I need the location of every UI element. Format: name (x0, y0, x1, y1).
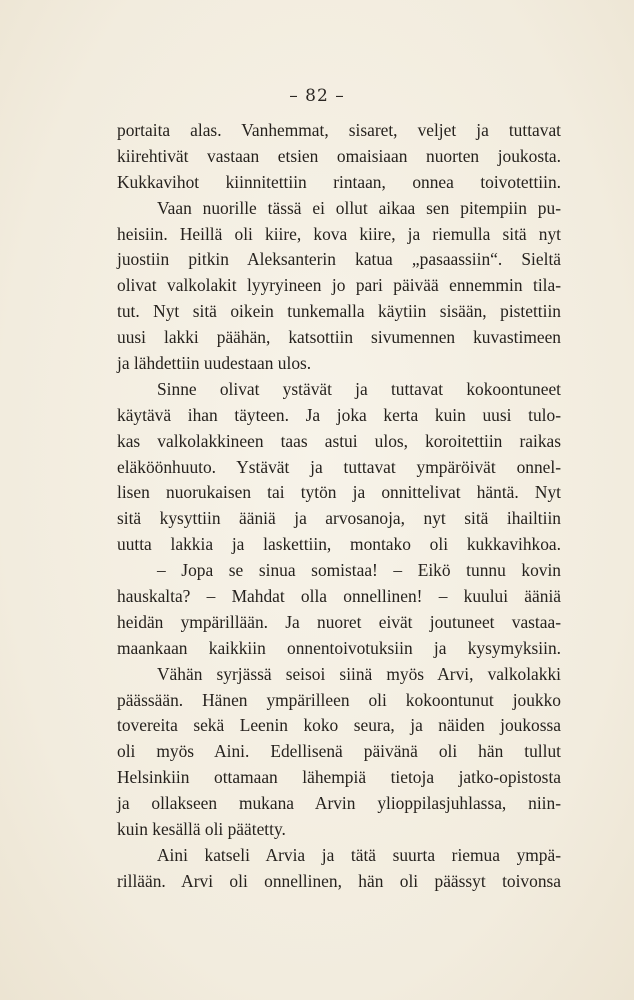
text-line: Vaan nuorille tässä ei ollut aikaa sen pitempiin pu- (157, 197, 561, 218)
text-line: hauskalta? – Mahdat olla onnellinen! – kuului ääniä (117, 586, 561, 607)
text-line: tovereita sekä Leenin koko seura, ja näiden joukossa (117, 715, 561, 736)
text-line: olivat valkolakit lyyryineen jo pari päivää ennemmin tila- (117, 275, 561, 296)
body-text (117, 118, 561, 895)
text-line: juostiin pitkin Aleksanterin katua „pasaassiin“. Sieltä (117, 249, 561, 270)
text-line: ja ollakseen mukana Arvin ylioppilasjuhlassa, niin- (117, 793, 561, 814)
text-line: rillään. Arvi oli onnellinen, hän oli päässyt toivonsa (117, 870, 561, 891)
text-line: maankaan kaikkiin onnentoivotuksiin ja kysymyksiin. (117, 637, 561, 658)
text-line: – Jopa se sinua somistaa! – Eikö tunnu kovin (157, 560, 561, 581)
text-line: lisen nuorukaisen tai tytön ja onnittelivat häntä. Nyt (117, 482, 561, 503)
text-line: Kukkavihot kiinnitettiin rintaan, onnea toivotettiin. (117, 171, 561, 192)
page-number: – 82 – (289, 86, 345, 106)
text-line: päässään. Hänen ympärilleen oli kokoontunut joukko (117, 689, 561, 710)
text-line: Sinne olivat ystävät ja tuttavat kokoontuneet (157, 378, 561, 399)
text-line: heidän ympärillään. Ja nuoret eivät joutuneet vastaa- (117, 611, 561, 632)
text-line: heisiin. Heillä oli kiire, kova kiire, ja riemulla sitä nyt (117, 223, 561, 244)
text-line: sitä kysyttiin ääniä ja arvosanoja, nyt sitä ihailtiin (117, 508, 561, 529)
text-line: portaita alas. Vanhemmat, sisaret, veljet ja tuttavat (117, 120, 561, 140)
text-line: oli myös Aini. Edellisenä päivänä oli hän tullut (117, 741, 561, 762)
text-line: ja lähdettiin uudestaan ulos. (117, 353, 312, 374)
text-line: eläköönhuuto. Ystävät ja tuttavat ympäröivät onnel- (117, 456, 561, 477)
text-line: Vähän syrjässä seisoi siinä myös Arvi, valkolakki (157, 663, 561, 684)
text-line: Aini katseli Arvia ja tätä suurta riemua ympä- (157, 844, 561, 865)
text-line: kuin kesällä oli päätetty. (117, 819, 286, 840)
text-line: kas valkolakkineen taas astui ulos, koroitettiin raikas (117, 430, 561, 451)
text-line: kiirehtivät vastaan etsien omaisiaan nuorten joukosta. (117, 145, 561, 166)
text-line: uusi lakki päähän, katsottiin sivumennen kuvastimeen (117, 327, 561, 348)
text-line: käytävä ihan täyteen. Ja joka kerta kuin uusi tulo- (117, 404, 561, 425)
text-line: Helsinkiin ottamaan lähempiä tietoja jatko-opistosta (117, 767, 561, 788)
text-line: tut. Nyt sitä oikein tunkemalla käytiin sisään, pistettiin (117, 301, 561, 322)
text-line: uutta lakkia ja laskettiin, montako oli kukkavihkoa. (117, 534, 561, 555)
